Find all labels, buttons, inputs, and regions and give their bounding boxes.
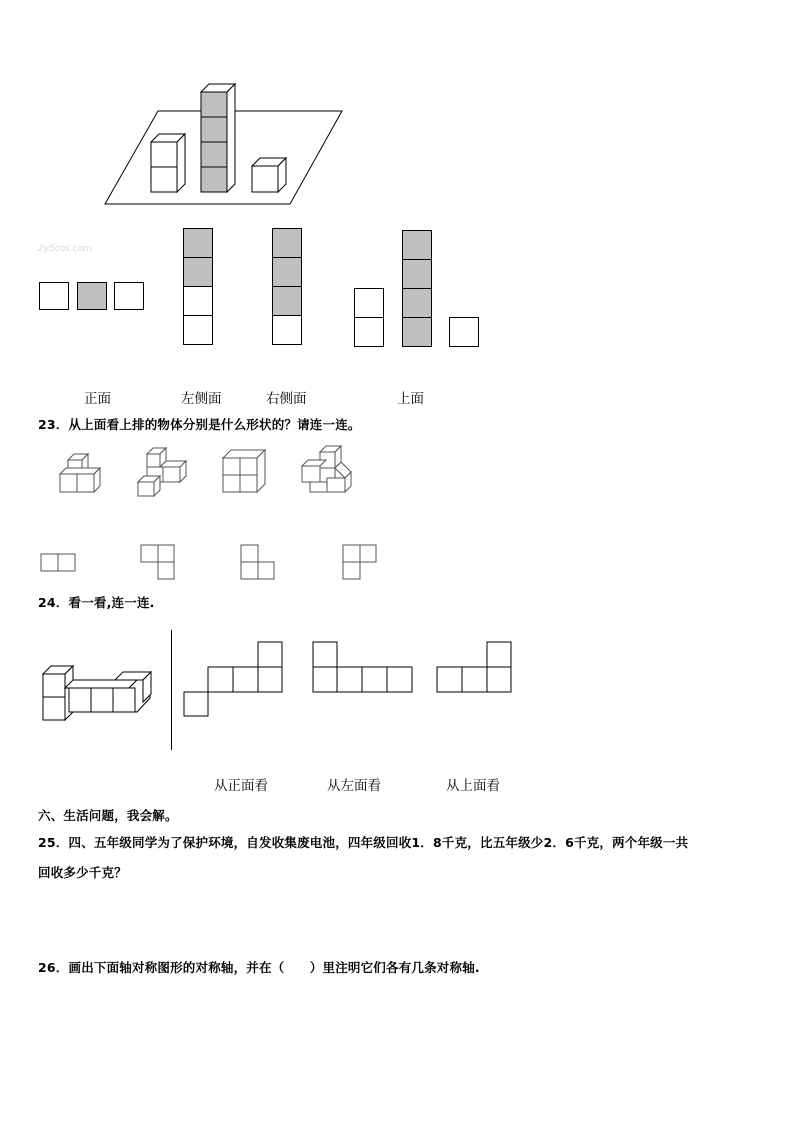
view-square [354, 317, 384, 347]
q23-solid-figures [50, 444, 370, 504]
view-square-shaded [272, 228, 302, 258]
solid-figure-1 [60, 454, 100, 492]
top-view-option-1 [41, 554, 75, 571]
view-square [183, 315, 213, 345]
view-square-shaded [402, 230, 432, 260]
view-shape-2 [313, 642, 412, 692]
divider-line [171, 630, 172, 750]
view-label-from-left: 从左面看 [327, 778, 381, 794]
view-shape-3 [437, 642, 511, 692]
top-view-option-3 [241, 545, 274, 579]
solid-figure-3 [223, 450, 265, 492]
q23-top-views [38, 540, 378, 585]
view-label-front: 正面 [84, 391, 111, 407]
view-shape-1 [184, 642, 282, 716]
solid-figure-4 [302, 446, 351, 492]
view-square-shaded [272, 257, 302, 287]
section-heading: 六、生活问题，我会解。 [38, 808, 178, 823]
view-option-top[interactable] [354, 230, 480, 347]
view-square [449, 317, 479, 347]
view-label-from-front: 从正面看 [214, 778, 268, 794]
question-25-line-2: 回收多少千克？ [38, 865, 127, 880]
view-option-left[interactable] [183, 228, 213, 345]
question-23: 23．从上面看上排的物体分别是什么形状的？请连一连。 [38, 417, 361, 432]
watermark: 2y5cos.com [38, 244, 93, 254]
view-square [39, 282, 69, 310]
view-square [354, 288, 384, 318]
view-square-shaded [272, 286, 302, 316]
question-25-line-1: 25．四、五年级同学为了保护环境，自发收集废电池，四年级回收1．8千克，比五年级少2．6千克，两个年级一共 [38, 835, 689, 850]
view-square-shaded [183, 228, 213, 258]
view-label-left: 左侧面 [181, 391, 222, 407]
view-square [272, 315, 302, 345]
view-square-shaded [77, 282, 107, 310]
top-view-option-2 [141, 545, 174, 579]
q24-view-shapes [180, 640, 520, 720]
question-26: 26．画出下面轴对称图形的对称轴，并在（ ）里注明它们各有几条对称轴. [38, 960, 480, 975]
view-label-right: 右侧面 [266, 391, 307, 407]
view-square-shaded [402, 259, 432, 289]
view-option-front[interactable] [39, 282, 145, 310]
view-label-top: 上面 [397, 391, 424, 407]
platform-cube-figure [100, 80, 350, 210]
question-24: 24．看一看,连一连. [38, 595, 155, 610]
view-square [183, 286, 213, 316]
view-square [114, 282, 144, 310]
top-view-option-4 [343, 545, 376, 579]
solid-figure-2 [138, 448, 186, 496]
view-square-shaded [402, 317, 432, 347]
q24-solid-figure [40, 660, 160, 720]
view-option-right[interactable] [272, 228, 302, 345]
view-square-shaded [183, 257, 213, 287]
view-label-from-top: 从上面看 [446, 778, 500, 794]
view-square-shaded [402, 288, 432, 318]
